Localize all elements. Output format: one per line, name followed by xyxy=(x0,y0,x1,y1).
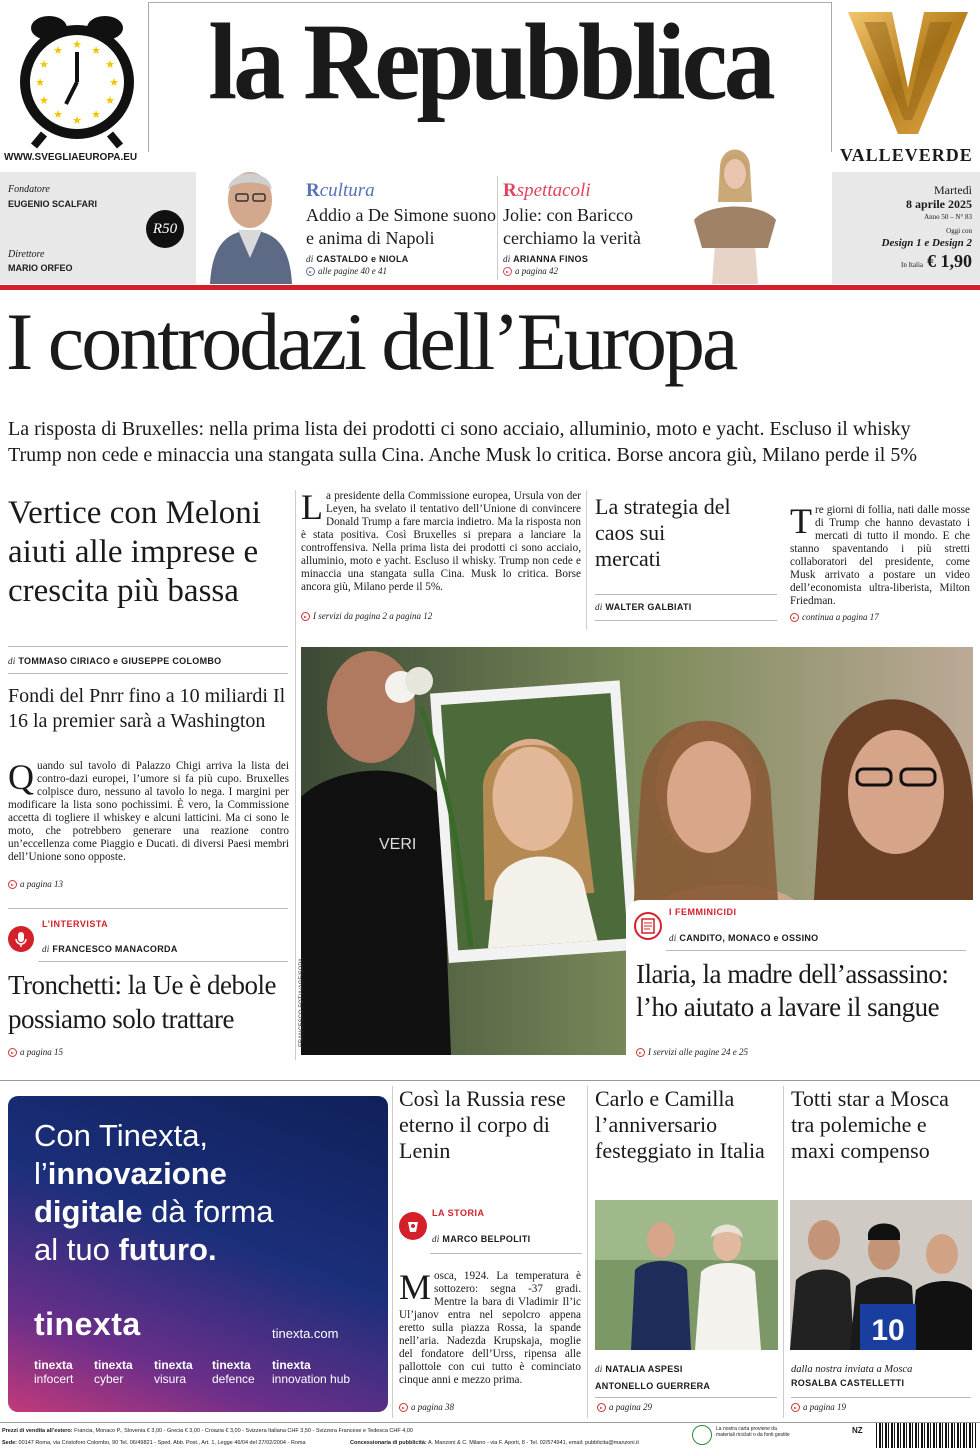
footer-nz: NZ xyxy=(852,1426,863,1435)
strategia-rule xyxy=(595,594,777,595)
ad-line-1: Con Tinexta, xyxy=(34,1118,209,1153)
masthead-title: la Repubblica xyxy=(208,2,772,123)
meloni-headline[interactable]: Vertice con Meloni aiuti alle imprese e crescita più bassa xyxy=(8,495,261,609)
col-divider-4 xyxy=(587,1086,588,1418)
footer-rule xyxy=(0,1422,980,1423)
teaser-spettacoli-title: Jolie: con Baricco cerchiamo la verità xyxy=(503,205,641,248)
meloni-ref[interactable]: a pagina 13 xyxy=(8,879,63,889)
strategia-byline: di WALTER GALBIATI xyxy=(595,602,692,612)
russia-headline[interactable]: Così la Russia rese eterno il corpo di Lenin xyxy=(399,1086,566,1163)
main-headline[interactable]: I controdazi dell’Europa xyxy=(6,296,736,387)
russia-rule xyxy=(430,1253,582,1254)
col-divider-3 xyxy=(392,1086,393,1418)
femminicidi-headline[interactable]: Ilaria, la madre dell’assassino: l’ho aiutato a lavare il sangue xyxy=(636,959,949,1022)
col-divider-5 xyxy=(783,1086,784,1418)
founder-name: EUGENIO SCALFARI xyxy=(8,199,98,209)
teaser-spettacoli-byline: di ARIANNA FINOS xyxy=(503,254,589,264)
teaser-spettacoli-section: Rspettacoli xyxy=(503,180,591,201)
russia-body: Mosca, 1924. La temperatura è sottozero: segna -37 gradi. Mentre la bara di Vladimir Il’ic Ul’janov entra nel sepolcro appena eretto sulla piazza Rossa, la spande nell’aria. Nadezda Krupskaja, moglie del fondatore dell’Urss, ripensa alle pallottole con cui tutto è cominciato cinque anni e mezzo prima. xyxy=(399,1267,581,1386)
svegliaeuropa-url: WWW.SVEGLIAEUROPA.EU xyxy=(4,152,138,163)
intervista-byline: di FRANCESCO MANACORDA xyxy=(42,944,178,954)
director-name: MARIO ORFEO xyxy=(8,263,73,273)
date: 8 aprile 2025 xyxy=(906,197,972,211)
svg-text:★: ★ xyxy=(53,44,63,57)
teaser-spettacoli-ref: a pagina 42 xyxy=(503,266,683,276)
footer-recycle: La nostra carta proviene da materiali riciclati o da fonti gestite xyxy=(716,1426,790,1438)
intervista-ref[interactable]: a pagina 15 xyxy=(8,1047,63,1057)
col-divider-1 xyxy=(295,490,296,1060)
femminicidi-rule xyxy=(666,950,966,951)
carlo-ref[interactable]: a pagina 29 xyxy=(597,1402,652,1412)
price-line: In Italia € 1,90 xyxy=(901,251,972,271)
totti-photo xyxy=(790,1200,972,1350)
lead-ref[interactable]: I servizi da pagina 2 a pagina 12 xyxy=(301,611,432,621)
intervista-rule xyxy=(38,961,288,962)
recycle-icon xyxy=(692,1425,712,1445)
teaser-cultura-byline: di CASTALDO e NIOLA xyxy=(306,254,409,264)
carlo-byline-2: ANTONELLO GUERRERA xyxy=(595,1381,711,1391)
svg-text:★: ★ xyxy=(35,76,45,89)
mic-icon xyxy=(8,926,34,952)
strategia-rule-2 xyxy=(595,620,777,621)
carlo-headline[interactable]: Carlo e Camilla l’anniversario festeggiato in Italia xyxy=(595,1086,765,1163)
clock-icon xyxy=(14,6,140,148)
ad-line-4: al tuo futuro. xyxy=(34,1232,217,1267)
issue-number: Anno 50 – N° 83 xyxy=(924,213,972,221)
barcode xyxy=(876,1423,976,1448)
totti-rule xyxy=(791,1397,971,1398)
meloni-subhead: Fondi del Pnrr fino a 10 miliardi Il 16 la premier sarà a Washington xyxy=(8,685,286,732)
totti-byline: ROSALBA CASTELLETTI xyxy=(791,1378,905,1388)
ad-sub-2: tinexta cyber xyxy=(94,1358,133,1386)
svg-text:★: ★ xyxy=(105,58,115,71)
teaser-cultura-section: Rcultura xyxy=(306,180,375,201)
director-label: Direttore xyxy=(8,249,45,260)
meloni-rule xyxy=(8,646,288,647)
col-divider-2 xyxy=(586,490,587,630)
r50-badge: R50 xyxy=(146,210,184,248)
svg-text:★: ★ xyxy=(53,108,63,121)
ad-sub-1: tinexta infocert xyxy=(34,1358,74,1386)
valleverde-logo-icon xyxy=(846,8,970,138)
femminicidi-icon xyxy=(634,912,662,940)
ad-sub-4: tinexta defence xyxy=(212,1358,255,1386)
intervista-headline[interactable]: Tronchetti: la Ue è debole possiamo solo trattare xyxy=(8,970,276,1034)
svg-text:★: ★ xyxy=(72,38,82,51)
svg-text:★: ★ xyxy=(39,94,49,107)
footer-sede: Sede: 00147 Roma, via Cristoforo Colombo, 90 Tel. 06/49821 - Sped. Abb. Post., Art. 1, Legge 46/04 del 27/02/2004 - Roma xyxy=(2,1440,306,1446)
femminicidi-byline: di CANDITO, MONACO e OSSINO xyxy=(669,933,819,943)
footer-concessionaria: Concessionaria di pubblicità: A. Manzoni & C. Milano - via F. Aporti, 8 - Tel. 02/574941, email: pubblicita@manzoni.it xyxy=(350,1440,639,1446)
meloni-rule-2 xyxy=(8,673,288,674)
oggi-con: Oggi con xyxy=(946,227,972,235)
tregiorni-ref[interactable]: continua a pagina 17 xyxy=(790,612,879,622)
meloni-rule-3 xyxy=(8,908,288,909)
ad-sub-5: tinexta innovation hub xyxy=(272,1358,351,1386)
svg-text:★: ★ xyxy=(72,114,82,127)
meloni-byline: di TOMMASO CIRIACO e GIUSEPPE COLOMBO xyxy=(8,656,222,666)
totti-headline[interactable]: Totti star a Mosca tra polemiche e maxi compenso xyxy=(791,1086,949,1163)
valleverde-brand: VALLEVERDE xyxy=(840,145,973,165)
teaser-cultura-title: Addio a De Simone suono e anima di Napoli xyxy=(306,205,496,248)
russia-kicker: LA STORIA xyxy=(432,1208,485,1218)
storia-icon xyxy=(399,1212,427,1240)
ad-sub-3: tinexta visura xyxy=(154,1358,193,1386)
ad-line-2: l’innovazione xyxy=(34,1156,227,1191)
ad-brand: tinexta xyxy=(34,1306,141,1342)
date-day: Martedì xyxy=(934,183,972,197)
teaser-cultura-ref: alle pagine 40 e 41 xyxy=(306,266,496,276)
femminicidi-kicker: I FEMMINICIDI xyxy=(669,907,737,917)
lead-body: La presidente della Commissione europea, Ursula von der Leyen, ha svelato il tentativo dell’Unione di convincere Donald Trump a fare marcia indietro. Ma la risposta non è stata positiva. Così Bruxelles si prepara a lanciare la controffensiva. Nella prima lista dei prodotti ci sono acciaio, alluminio, moto e yacht. Escluso il whisky. Trump non cede e minaccia una stangata sulla Cina. Musk lo critica. Borse ancora giù, Milano perde il 5%. xyxy=(301,487,581,593)
intervista-kicker: L’INTERVISTA xyxy=(42,919,109,929)
supplements: Design 1 e Design 2 xyxy=(881,237,972,249)
ad-line-3: digitale dà forma xyxy=(34,1194,274,1229)
tregiorni-body: Tre giorni di follia, nati dalle mosse di Trump che hanno devastato i mercati di tutto il mondo. E che stanno spaventando i più stretti collaboratori del presidente, come Musk arrivato a postare un video dell’economista ultra-liberista, Milton Friedman. xyxy=(790,501,970,607)
teaser-divider xyxy=(497,176,498,280)
price: € 1,90 xyxy=(927,251,972,271)
carlo-byline-1: di NATALIA ASPESI xyxy=(595,1364,683,1374)
svg-text:★: ★ xyxy=(105,94,115,107)
strategia-headline[interactable]: La strategia del caos sui mercati xyxy=(595,494,731,571)
totti-dalla: dalla nostra inviata a Mosca xyxy=(791,1364,913,1375)
de-simone-photo xyxy=(208,150,294,284)
carlo-rule xyxy=(595,1397,777,1398)
main-subtitle-1: La risposta di Bruxelles: nella prima lista dei prodotti ci sono acciaio, alluminio, moto e yacht. Escluso il whisky xyxy=(8,418,911,440)
date-block xyxy=(852,184,972,272)
teaser-cultura[interactable] xyxy=(306,180,496,276)
masthead xyxy=(0,0,980,172)
bottom-rule xyxy=(0,1080,980,1081)
jolie-photo xyxy=(688,136,782,284)
footer-prezzi: Prezzi di vendita all’estero: Francia, Monaco P., Slovenia € 3,00 - Grecia € 3,00 - Croazia € 3,00 - Svizzera Italiana CHF 3,50 - Svizzera Francese e Tedesca CHF 4,00 xyxy=(2,1428,413,1434)
carlo-photo xyxy=(595,1200,778,1350)
ad-url[interactable]: tinexta.com xyxy=(272,1326,339,1341)
svg-text:★: ★ xyxy=(91,108,101,121)
svg-text:VERI: VERI xyxy=(379,836,417,853)
russia-ref[interactable]: a pagina 38 xyxy=(399,1402,454,1412)
svg-text:10: 10 xyxy=(871,1314,905,1347)
totti-ref[interactable]: a pagina 19 xyxy=(791,1402,846,1412)
femminicidi-ref[interactable]: I servizi alle pagine 24 e 25 xyxy=(636,1047,748,1057)
svg-text:★: ★ xyxy=(109,76,119,89)
teaser-spettacoli[interactable] xyxy=(503,180,683,276)
founder-label: Fondatore xyxy=(8,184,50,195)
photo-credit: FRANCESCO FOTIA/AGF/SOPA xyxy=(299,958,305,1047)
tinexta-ad[interactable] xyxy=(8,1096,388,1412)
main-subtitle-2: Trump non cede e minaccia una stangata sulla Cina. Anche Musk lo critica. Borse ancora giù, Milano perde il 5% xyxy=(8,444,918,466)
svg-text:★: ★ xyxy=(91,44,101,57)
russia-byline: di MARCO BELPOLITI xyxy=(432,1234,531,1244)
meloni-body: Quando sul tavolo di Palazzo Chigi arriva la lista dei contro-dazi europei, l’umore si fa più cupo. Bruxelles colpisce duro, nessuno al tavolo lo nega. I margini per modificare la lista sono pochissimi. È vero, la Commissione accetta di togliere il whiskey e alcuni latticini. Ma ci sono le moto, che potrebbero generare una reazione contro un’eccellenza come Piaggio e Ducati. di diversi Paesi membri dell’Unione sono opposte. xyxy=(8,757,289,863)
svg-text:★: ★ xyxy=(39,58,49,71)
